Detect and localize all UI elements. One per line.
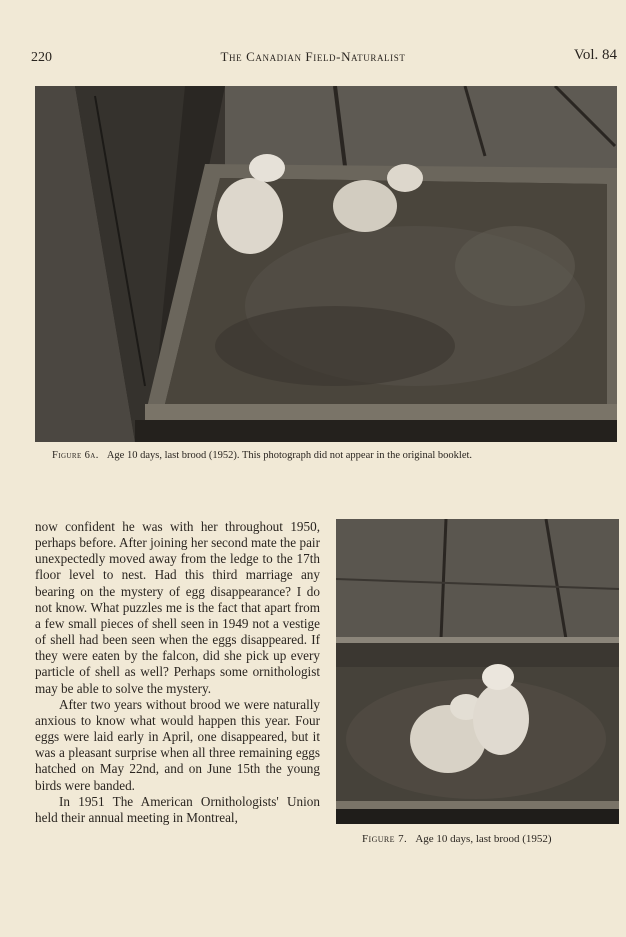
page-number: 220 [31, 50, 52, 65]
volume-label: Vol. 84 [573, 47, 617, 63]
paragraph-3: In 1951 The American Ornithologists' Union held their annual meeting in Montreal, [35, 793, 320, 825]
figure-7-photo [336, 519, 619, 824]
figure-7-caption [362, 833, 612, 845]
figure-6a-caption [52, 450, 612, 461]
figure-6a-label: Figure 6a. [52, 450, 99, 461]
figure-6a-caption-text: Age 10 days, last brood (1952). This photograph did not appear in the original booklet. [106, 450, 473, 461]
figure-7-label: Figure 7. [362, 833, 408, 845]
paragraph-2: After two years without brood we were naturally anxious to know what would happen this year. Four eggs were laid early in April, one disappeared, but it was a pleasant surprise when all three remaining eggs hatched on May 22nd, and on June 15th the young birds were banded. [35, 696, 320, 793]
figure-6a-photo [35, 86, 617, 442]
body-text-column [35, 519, 320, 826]
paragraph-1: now confident he was with her throughout 1950, perhaps before. After joining her second mate the pair unexpectedly moved away from the ledge to the 17th floor level to nest. Had this third marriage any bearing on the mystery of egg disappearance? I do not know. What puzzles me is the fact that apart from a few small pieces of shell seen in 1949 not a vestige of shell had been seen when the eggs disappeared. If they were eaten by the falcon, did she pick up every particle of shell as well? Perhaps some ornithologist may be able to solve the mystery. [35, 519, 320, 696]
figure-7-caption-text: Age 10 days, last brood (1952) [415, 833, 552, 845]
journal-title: The Canadian Field-Naturalist [220, 49, 406, 64]
